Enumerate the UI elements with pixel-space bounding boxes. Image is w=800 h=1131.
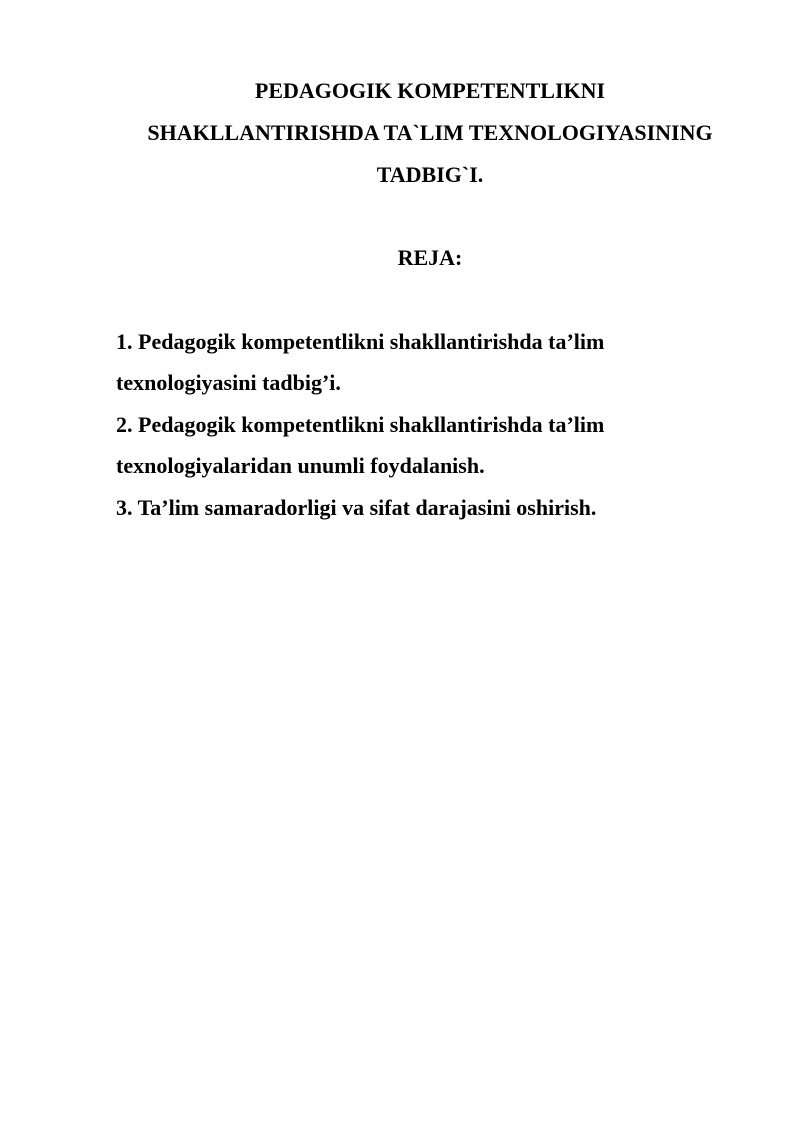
- plan-item-3: 3. Ta’lim samaradorligi va sifat darajasini oshirish.: [116, 495, 597, 520]
- plan-item-1-line-1: 1. Pedagogik kompetentlikni shakllantirishda ta’lim: [116, 329, 605, 354]
- plan-item-2-line-1: 2. Pedagogik kompetentlikni shakllantirishda ta’lim: [116, 412, 605, 437]
- plan-heading: REJA:: [397, 245, 463, 270]
- title-line-1: PEDAGOGIK KOMPETENTLIKNI: [254, 78, 606, 103]
- title-line-3: TADBIG`I.: [376, 162, 484, 187]
- plan-item-1-line-2: texnologiyasini tadbig’i.: [116, 370, 341, 395]
- plan-item-2-line-2: texnologiyalaridan unumli foydalanish.: [116, 453, 485, 478]
- title-line-2: SHAKLLANTIRISHDA TA`LIM TEXNOLOGIYASINING: [147, 120, 713, 145]
